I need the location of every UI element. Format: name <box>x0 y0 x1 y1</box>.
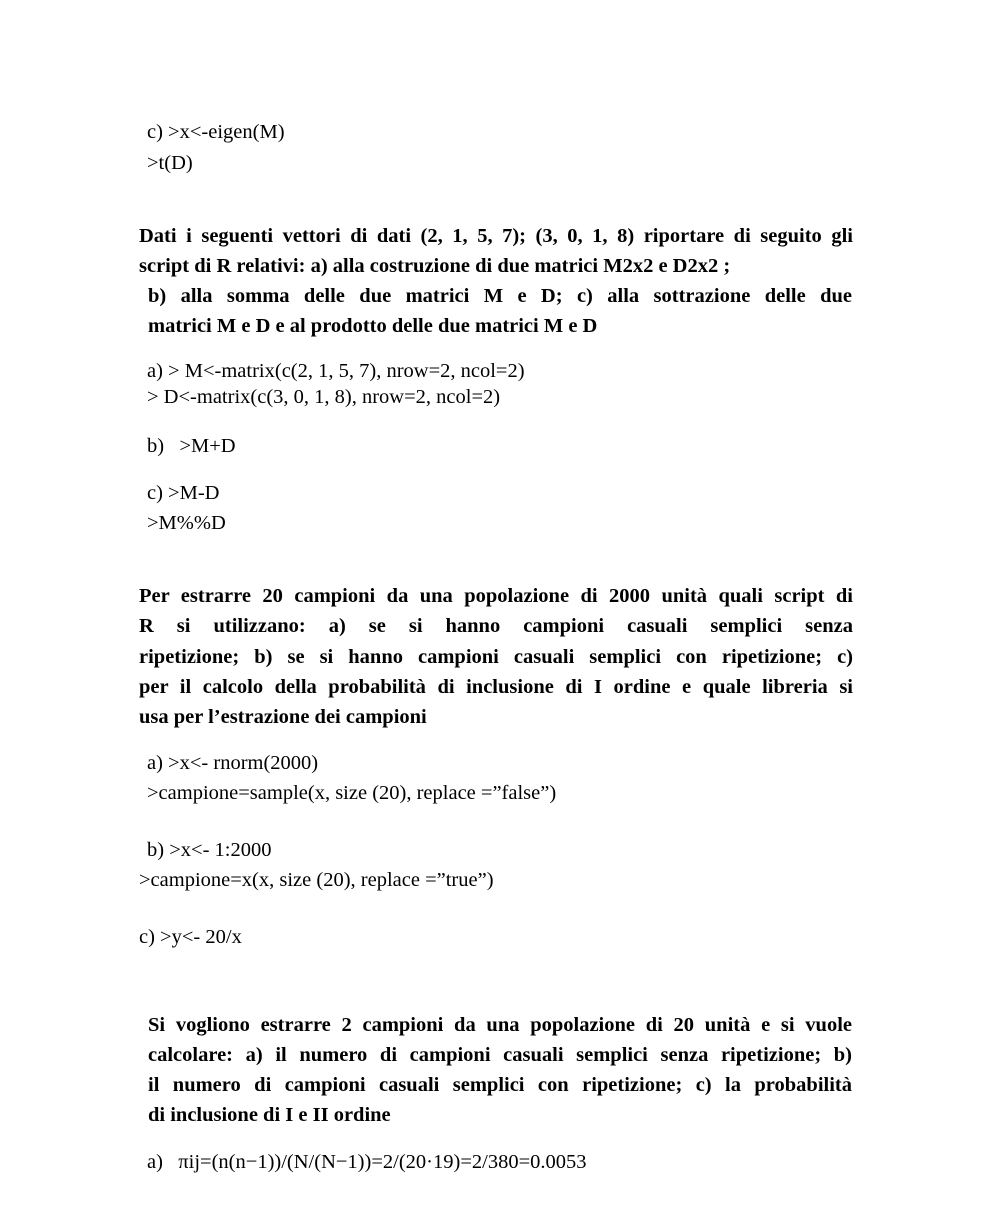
question-inclusion-line-1: Si vogliono estrarre 2 campioni da una popolazione di 20 unità e si vuole <box>148 1014 852 1036</box>
answer-matrices-a-line-1: a) > M<-matrix(c(2, 1, 5, 7), nrow=2, ncol=2) <box>147 360 525 382</box>
answer-matrices-c-line-1: c) >M-D <box>147 482 220 504</box>
question-inclusion-line-4: di inclusione di I e II ordine <box>148 1104 391 1126</box>
answer-matrices-a-line-2: > D<-matrix(c(3, 0, 1, 8), nrow=2, ncol=2) <box>147 386 501 408</box>
question-sampling-line-5: usa per l’estrazione dei campioni <box>139 706 427 728</box>
question-matrices-line-3: b) alla somma delle due matrici M e D; c) alla sottrazione delle due <box>148 285 852 307</box>
answer-sampling-a-line-1: a) >x<- rnorm(2000) <box>147 752 319 774</box>
question-inclusion-line-2: calcolare: a) il numero di campioni casuali semplici senza ripetizione; b) <box>148 1044 852 1066</box>
answer-sampling-a-line-2: >campione=sample(x, size (20), replace =”false”) <box>147 782 557 804</box>
question-matrices-line-1: Dati i seguenti vettori di dati (2, 1, 5, 7); (3, 0, 1, 8) riportare di seguito gli <box>139 225 853 247</box>
answer-sampling-c: c) >y<- 20/x <box>139 926 242 948</box>
code-line-transpose: >t(D) <box>147 152 193 174</box>
code-line-c-eigen: c) >x<-eigen(M) <box>147 121 285 143</box>
question-matrices-line-4: matrici M e D e al prodotto delle due matrici M e D <box>148 315 598 337</box>
question-sampling-line-3: ripetizione; b) se si hanno campioni casuali semplici con ripetizione; c) <box>139 646 853 668</box>
answer-matrices-c-line-2: >M%%D <box>147 512 226 534</box>
answer-matrices-b: b) >M+D <box>147 435 236 457</box>
question-matrices-line-2: script di R relativi: a) alla costruzione di due matrici M2x2 e D2x2 ; <box>139 255 731 277</box>
question-sampling-line-1: Per estrarre 20 campioni da una popolazione di 2000 unità quali script di <box>139 585 853 607</box>
question-sampling-line-4: per il calcolo della probabilità di inclusione di I ordine e quale libreria si <box>139 676 853 698</box>
answer-sampling-b-line-1: b) >x<- 1:2000 <box>147 839 272 861</box>
answer-inclusion-a: a) πij=(n(n−1))/(N/(N−1))=2/(20·19)=2/380=0.0053 <box>147 1151 587 1173</box>
answer-sampling-b-line-2: >campione=x(x, size (20), replace =”true”) <box>139 869 494 891</box>
question-sampling-line-2: R si utilizzano: a) se si hanno campioni casuali semplici senza <box>139 615 853 637</box>
question-inclusion-line-3: il numero di campioni casuali semplici con ripetizione; c) la probabilità <box>148 1074 852 1096</box>
